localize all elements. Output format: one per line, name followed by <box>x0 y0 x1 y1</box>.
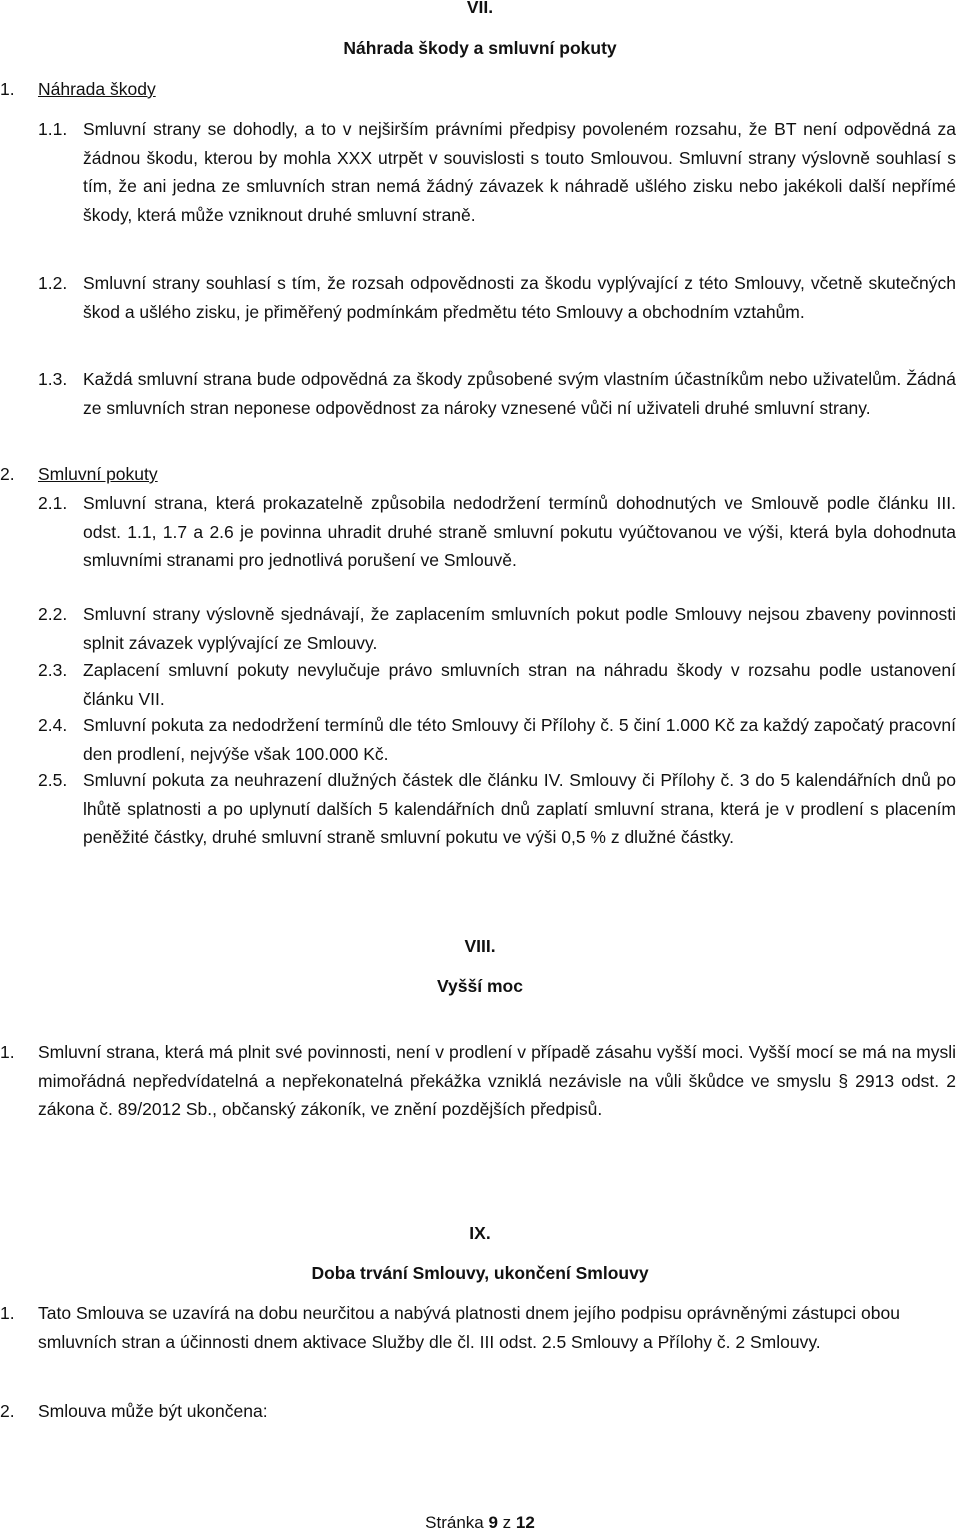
footer-page-number: 9 <box>488 1513 498 1532</box>
clause-text: Smluvní strany souhlasí s tím, že rozsah odpovědnosti za škodu vyplývající z této Smlouvy, včetně skutečných škod a ušlého zisku, je přiměřený podmínkám předmětu této Smlouvy a obchodním vztahům. <box>83 273 956 322</box>
paragraph-number: 2. <box>0 1401 15 1421</box>
section-number: 1. <box>0 79 15 99</box>
paragraph-number: 1. <box>0 1303 15 1323</box>
footer-page-total: 12 <box>515 1513 535 1532</box>
clause-number: 1.2. <box>38 273 68 293</box>
clause-number: 1.3. <box>38 369 68 389</box>
clause-text: Smluvní strana, která prokazatelně způsobila nedodržení termínů dohodnutých ve Smlouvě podle článku III. odst. 1.1, 1.7 a 2.6 je povinna uhradit druhé straně smluvní pokutu vyúčtovanou ve výši, která byla dohodnuta smluvními stranami pro jednotlivá porušení ve Smlouvě. <box>83 493 956 570</box>
section-title: Náhrada škody <box>38 79 156 99</box>
article-7-number: VII. <box>466 0 494 17</box>
clause-text: Smluvní pokuta za nedodržení termínů dle této Smlouvy či Přílohy č. 5 činí 1.000 Kč za každý započatý pracovní den prodlení, nejvýše však 100.000 Kč. <box>83 715 956 764</box>
paragraph-number: 1. <box>0 1042 15 1062</box>
article-9-title: Doba trvání Smlouvy, ukončení Smlouvy <box>311 1263 649 1283</box>
clause-text: Smluvní strany se dohodly, a to v nejširším právními předpisy povoleném rozsahu, že BT není odpovědná za žádnou škodu, kterou by mohla XXX utrpět v souvislosti s touto Smlouvou. Smluvní strany výslovně souhlasí s tím, že ani jedna ze smluvních stran nemá žádný závazek k náhradě ušlého zisku nebo jakékoli další nepřímé škody, která může vzniknout druhé smluvní straně. <box>83 119 956 225</box>
clause-number: 1.1. <box>38 119 68 139</box>
clause-text: Každá smluvní strana bude odpovědná za škody způsobené svým vlastním účastníkům nebo uživatelům. Žádná ze smluvních stran neponese odpovědnost za nároky vznesené vůči ní uživateli druhé smluvní strany. <box>83 369 956 418</box>
section-number: 2. <box>0 464 15 484</box>
clause-number: 2.2. <box>38 604 68 624</box>
paragraph-text: Tato Smlouva se uzavírá na dobu neurčitou a nabývá platnosti dnem jejího podpisu oprávněnými zástupci obou smluvních stran a účinnosti dnem aktivace Služby dle čl. III odst. 2.5 Smlouvy a Přílohy č. 2 Smlouvy. <box>38 1303 900 1352</box>
article-7-title: Náhrada škody a smluvní pokuty <box>343 38 617 58</box>
article-9-number: IX. <box>469 1223 491 1243</box>
section-title: Smluvní pokuty <box>38 464 158 484</box>
clause-text: Smluvní strany výslovně sjednávají, že zaplacením smluvních pokut podle Smlouvy nejsou zbaveny povinnosti splnit závazek vyplývající ze Smlouvy. <box>83 604 956 653</box>
article-8-number: VIII. <box>464 936 496 956</box>
clause-number: 2.3. <box>38 660 68 680</box>
page-footer <box>0 1509 960 1538</box>
footer-separator: z <box>497 1513 516 1532</box>
clause-text: Zaplacení smluvní pokuty nevylučuje právo smluvních stran na náhradu škody v rozsahu podle ustanovení článku VII. <box>83 660 956 709</box>
clause-text: Smluvní pokuta za neuhrazení dlužných částek dle článku IV. Smlouvy či Přílohy č. 3 do 5 kalendářních dnů po lhůtě splatnosti a po uplynutí dalších 5 kalendářních dnů zaplatí smluvní strana, která je v prodlení s placením peněžité částky, druhé smluvní straně smluvní pokutu ve výši 0,5 % z dlužné částky. <box>83 770 956 847</box>
article-8-title: Vyšší moc <box>437 976 523 996</box>
footer-prefix: Stránka <box>425 1513 489 1532</box>
clause-number: 2.4. <box>38 715 68 735</box>
clause-number: 2.5. <box>38 770 68 790</box>
paragraph-text: Smluvní strana, která má plnit své povinnosti, není v prodlení v případě zásahu vyšší moci. Vyšší mocí se má na mysli mimořádná nepředvídatelná a nepřekonatelná překážka vzniklá nezávisle na vůli škůdce ve smyslu § 2913 odst. 2 zákona č. 89/2012 Sb., občanský zákoník, ve znění pozdějších předpisů. <box>38 1042 956 1119</box>
paragraph-text: Smlouva může být ukončena: <box>38 1401 268 1421</box>
clause-number: 2.1. <box>38 493 68 513</box>
